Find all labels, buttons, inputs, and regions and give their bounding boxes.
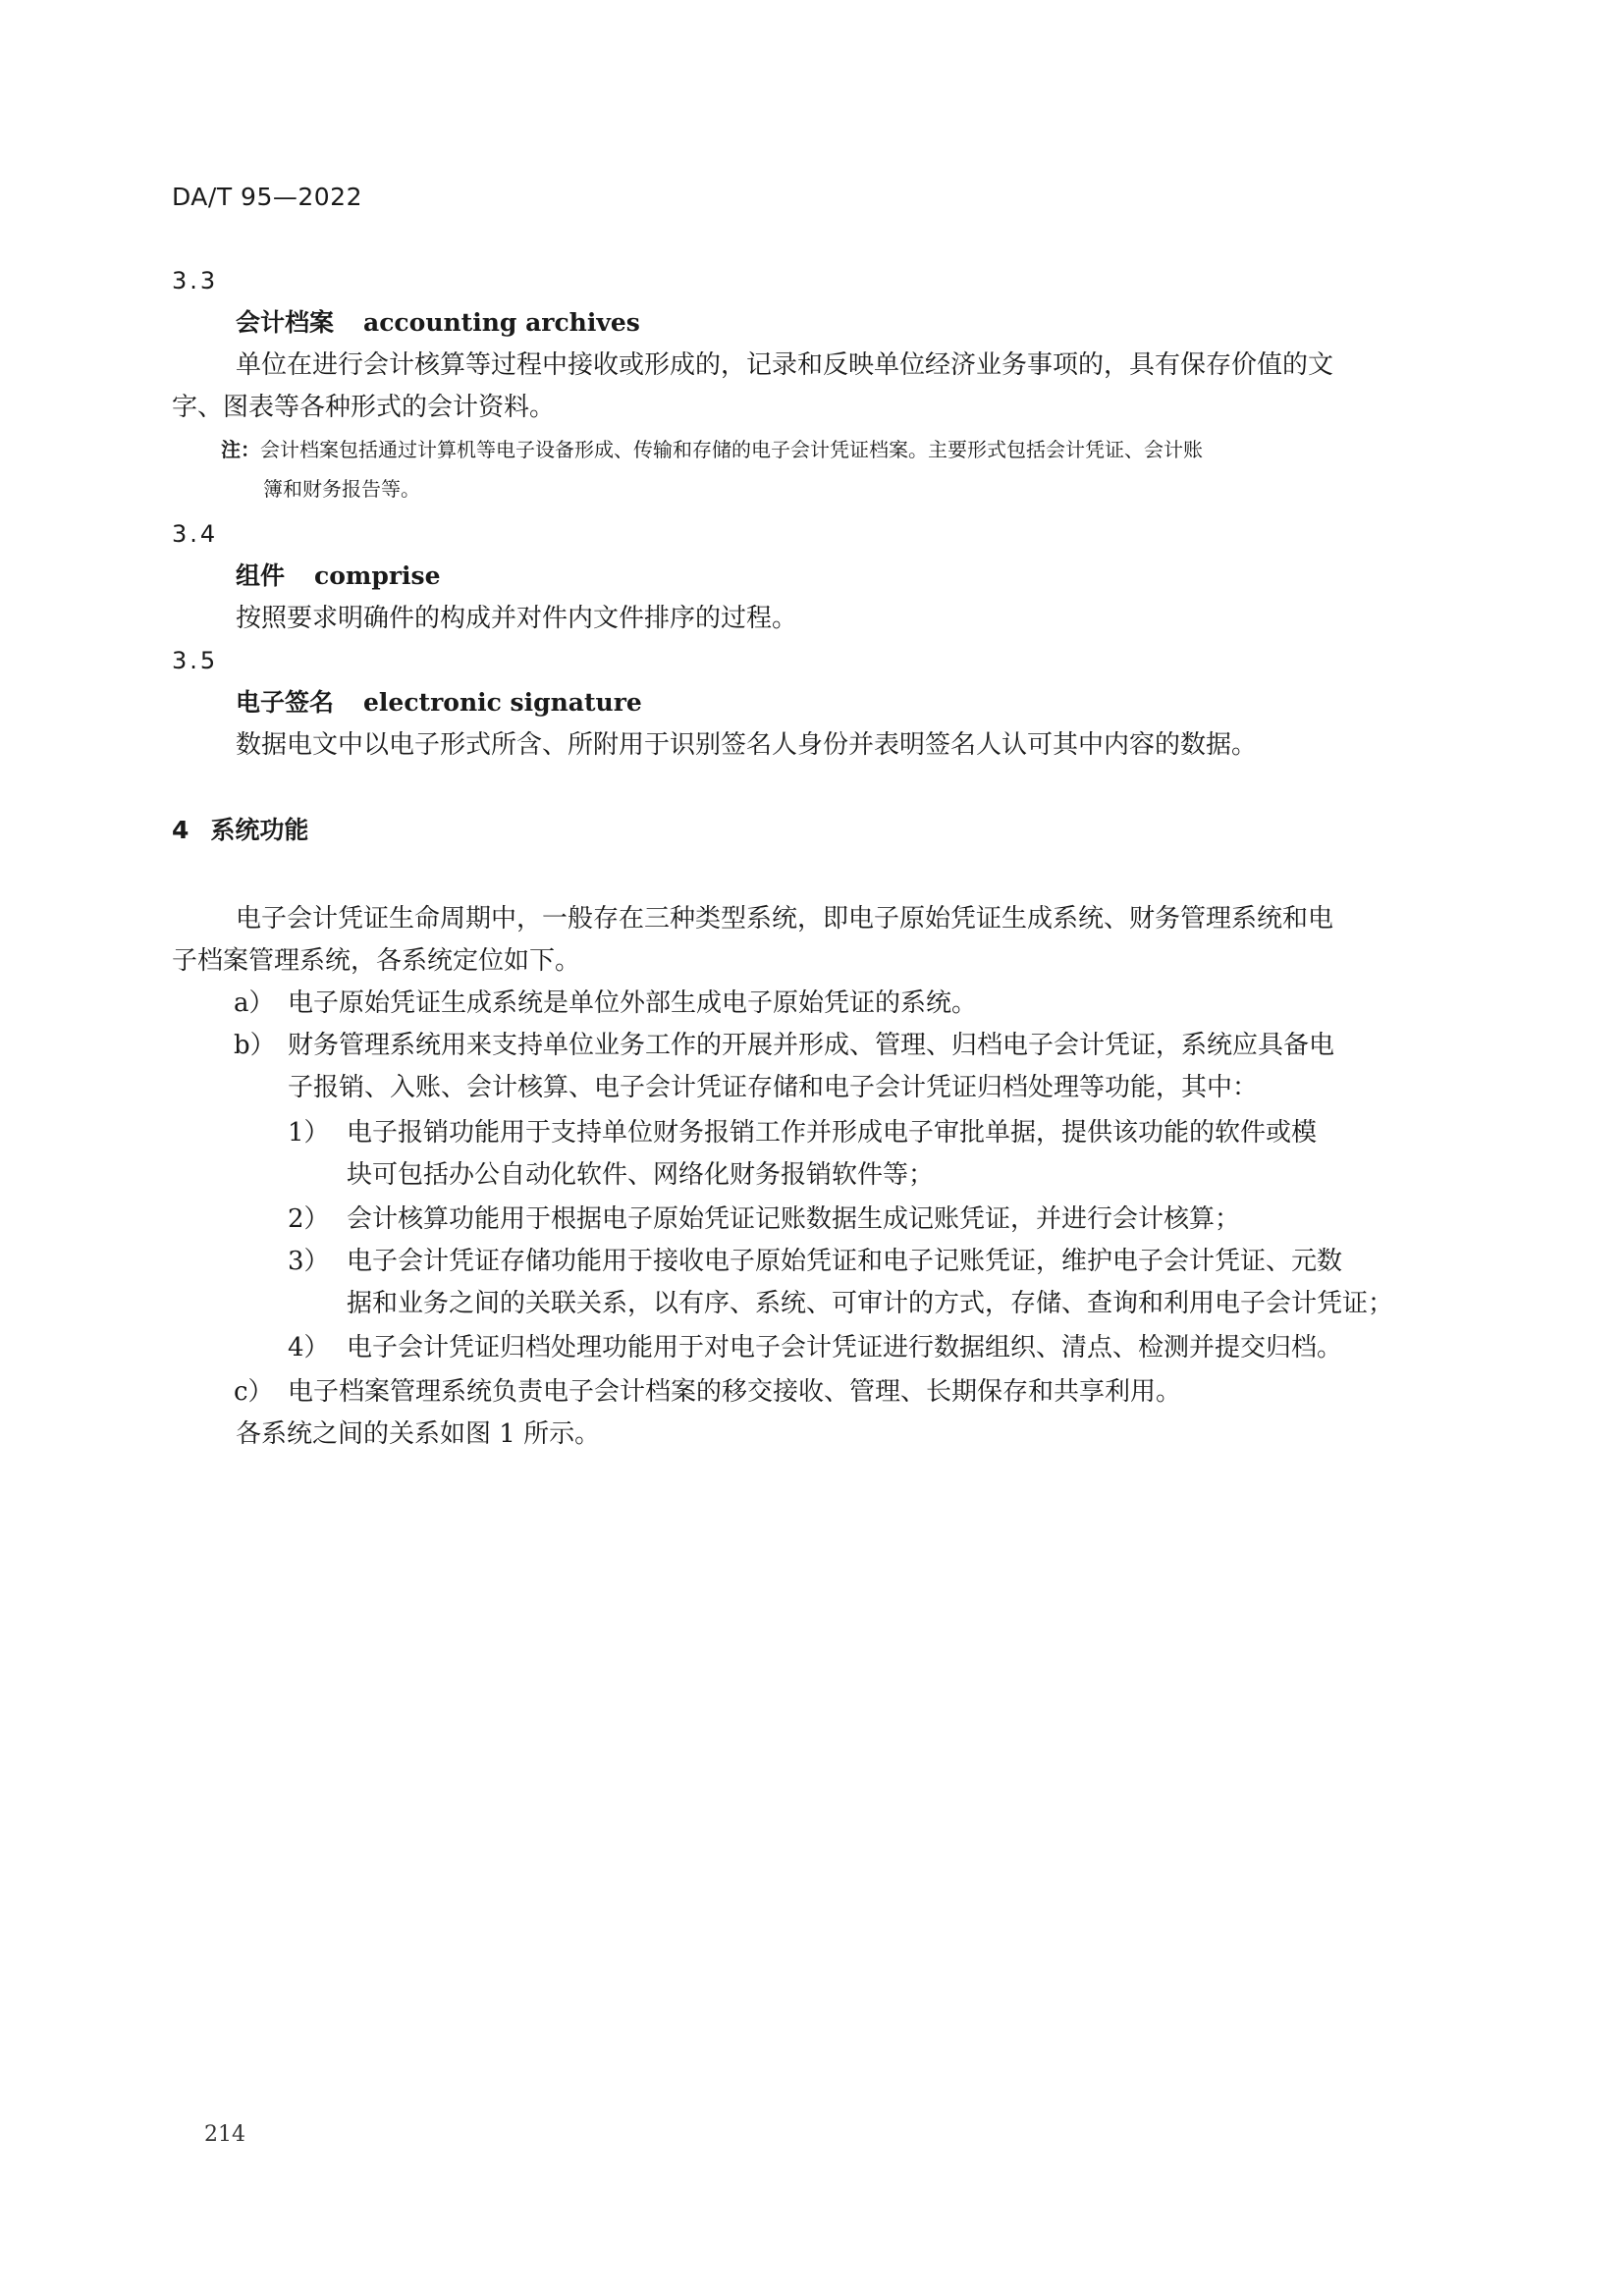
term-zh: 组件 [236,561,286,590]
definition-line: 按照要求明确件的构成并对件内文件排序的过程。 [236,604,798,633]
sublist-marker: 1） [288,1118,330,1148]
list-marker: a） [234,988,275,1018]
term-en: electronic signature [363,688,642,717]
paragraph-line: 电子会计凭证生命周期中，一般存在三种类型系统，即电子原始凭证生成系统、财务管理系统和电 [236,904,1334,934]
closing-paragraph: 各系统之间的关系如图 1 所示。 [236,1419,601,1449]
section-title: 系统功能 [210,816,309,844]
sublist-text: 会计核算功能用于根据电子原始凭证记账数据生成记账凭证，并进行会计核算； [347,1204,1241,1234]
definition-line: 单位在进行会计核算等过程中接收或形成的，记录和反映单位经济业务事项的，具有保存价值的文 [236,350,1334,380]
list-text: 财务管理系统用来支持单位业务工作的开展并形成、管理、归档电子会计凭证，系统应具备电 [288,1031,1335,1060]
term-en: accounting archives [363,308,640,337]
definition-line: 字、图表等各种形式的会计资料。 [172,393,556,422]
sublist-text: 电子报销功能用于支持单位财务报销工作并形成电子审批单据，提供该功能的软件或模 [347,1118,1318,1148]
sublist-marker: 2） [288,1204,330,1234]
term-zh: 电子签名 [236,688,335,717]
note-line: 簿和财务报告等。 [263,477,420,501]
term-en: comprise [314,561,441,590]
clause-number: 3.4 [172,520,219,548]
term-heading [236,685,642,721]
section-number: 4 [172,816,189,844]
term-zh: 会计档案 [236,308,335,337]
list-marker: c） [234,1377,274,1407]
list-marker: b） [234,1031,276,1060]
page-number: 214 [204,2122,245,2147]
paragraph-line: 子档案管理系统，各系统定位如下。 [172,946,581,976]
list-item-a [234,986,977,1021]
term-heading [236,559,441,594]
clause-number: 3.3 [172,267,219,294]
list-item-b [234,1028,1334,1063]
definition-line: 数据电文中以电子形式所含、所附用于识别签名人身份并表明签名人认可其中内容的数据。 [236,730,1258,760]
list-text: 电子原始凭证生成系统是单位外部生成电子原始凭证的系统。 [288,988,978,1018]
section-heading [172,813,308,848]
sublist-item [288,1330,1342,1365]
sublist-item [288,1244,1342,1279]
note-text: 会计档案包括通过计算机等电子设备形成、传输和存储的电子会计凭证档案。主要形式包括会计凭证、会计账 [260,438,1203,461]
sublist-text-continued: 据和业务之间的关联关系，以有序、系统、可审计的方式，存储、查询和利用电子会计凭证； [347,1289,1394,1318]
list-text-continued: 子报销、入账、会计核算、电子会计凭证存储和电子会计凭证归档处理等功能，其中： [288,1073,1259,1102]
sublist-item [288,1115,1317,1150]
clause-number: 3.5 [172,647,219,674]
sublist-item [288,1201,1240,1237]
note-label: 注： [221,438,260,461]
sublist-marker: 3） [288,1247,330,1276]
list-text: 电子档案管理系统负责电子会计档案的移交接收、管理、长期保存和共享利用。 [288,1377,1182,1407]
note-line [221,435,1203,464]
sublist-marker: 4） [288,1333,330,1362]
term-heading [236,305,640,341]
standard-code-header: DA/T 95—2022 [172,183,362,211]
sublist-text: 电子会计凭证存储功能用于接收电子原始凭证和电子记账凭证，维护电子会计凭证、元数 [347,1247,1343,1276]
sublist-text: 电子会计凭证归档处理功能用于对电子会计凭证进行数据组织、清点、检测并提交归档。 [347,1333,1343,1362]
sublist-text-continued: 块可包括办公自动化软件、网络化财务报销软件等； [347,1160,935,1190]
list-item-c [234,1374,1181,1410]
